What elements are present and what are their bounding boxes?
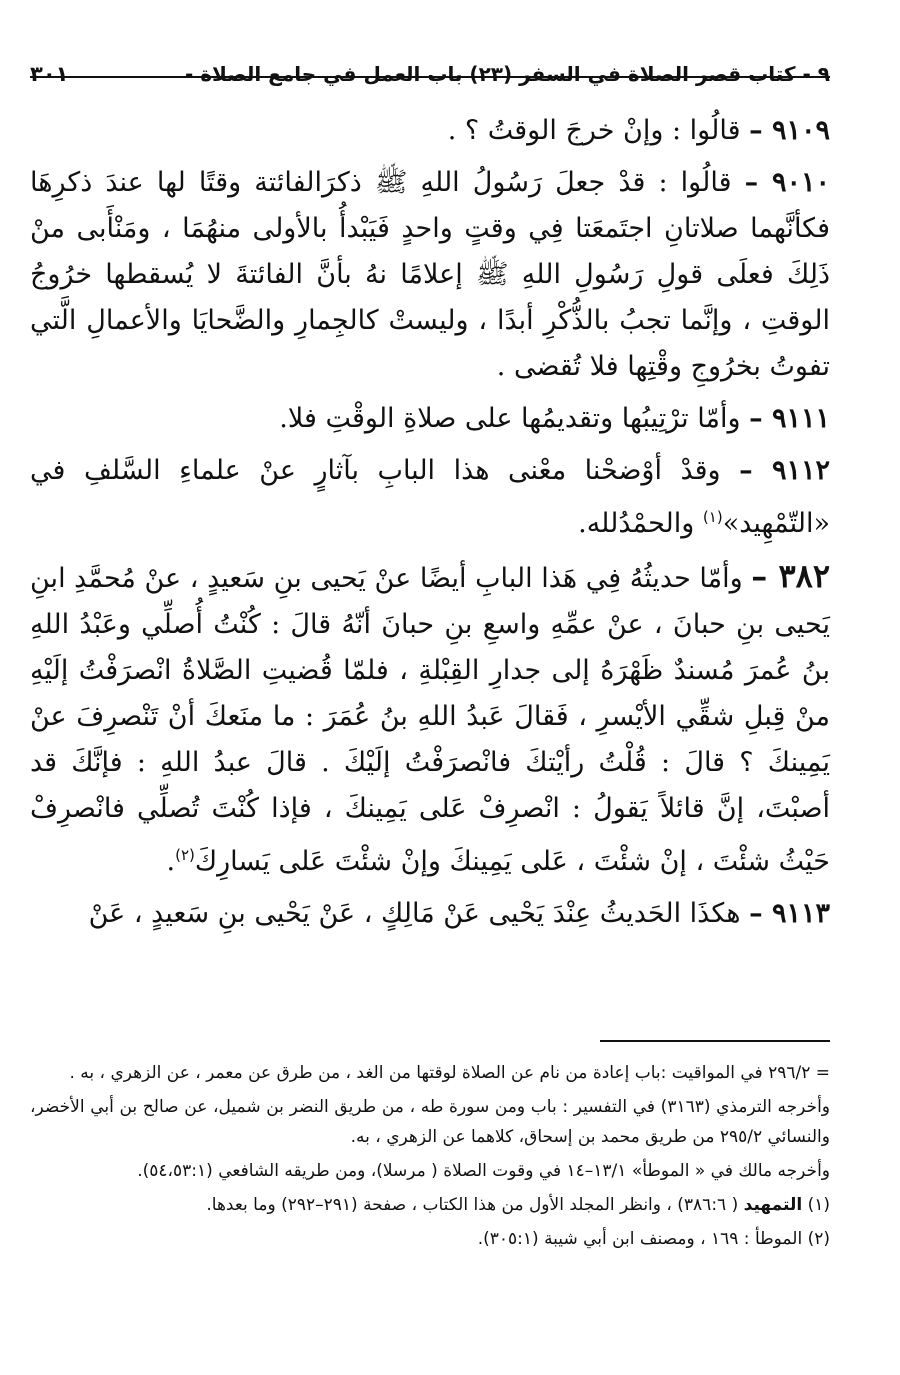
paragraph-text: وأمّا حديثُهُ فِي هَذا البابِ أيضًا عنْ يَحيى بنِ سَعيدٍ ، عنْ مُحمَّدِ ابنِ يَحيى بنِ حبانَ ، عنْ عمِّهِ واسعِ بنِ حبانَ أنّهُ قالَ : كُنْتُ أُصلِّي وعَبْدُ اللهِ بنُ عُمرَ مُسندٌ ظَهْرَهُ إلى جدارِ القِبْلةِ ، فلمّا قُضيتِ الصَّلاةُ انْصرَفْتُ إلَيْهِ منْ قِبلِ شقِّي الأيْسرِ ، فَقالَ عَبدُ اللهِ بنُ عُمَرَ : ما منَعكَ أنْ تَنْصرِفَ عنْ يَمِينكَ ؟ قالَ : قُلْتُ رأيْتكَ فانْصرَفْتُ إلَيْكَ . قالَ عبدُ اللهِ : فإنَّكَ قد أصبْتَ، إنَّ قائلاً يَقولُ : انْصرِفْ عَلى يَمِينكَ ، فإذا كُنْتَ تُصلِّي فانْصرِفْ حَيْثُ شئْتَ ، إنْ شئْتَ ، عَلى يَمِينكَ وإنْ شئْتَ عَلى يَسارِكَ xyxy=(30,563,830,877)
paragraph-text: وقدْ أوْضحْنا معْنى هذا البابِ بآثارٍ عنْ علماءِ السَّلفِ في «التّمْهِيد» xyxy=(30,455,830,539)
paragraph-9113 xyxy=(30,891,830,937)
footnote-continuation xyxy=(30,1058,830,1088)
page-number: ٣٠١ xyxy=(30,62,69,86)
footnote-label: (٢) xyxy=(807,1229,830,1249)
paragraph-9010 xyxy=(30,160,830,390)
paragraph-9109 xyxy=(30,108,830,154)
hadith-382 xyxy=(30,553,830,885)
footnote-ref: (٢) xyxy=(175,846,195,864)
footnote-continuation xyxy=(30,1092,830,1152)
footnote-2 xyxy=(30,1224,830,1254)
hadith-number: ٣٨٢ – xyxy=(751,557,831,595)
footnote-rule xyxy=(600,1040,830,1042)
paragraph-tail: والحمْدُلله. xyxy=(578,508,703,539)
paragraph-number: ٩١١٢ – xyxy=(739,455,830,486)
paragraph-text: قالُوا : وإنْ خرجَ الوقتُ ؟ . xyxy=(447,115,750,146)
footnote-source-title: التمهيد xyxy=(743,1195,803,1215)
paragraph-number: ٩١١١ – xyxy=(749,403,830,434)
paragraph-number: ٩١٠٩ – xyxy=(749,115,830,146)
footnote-text: الموطأ : ١٦٩ ، ومصنف ابن أبي شيبة (٣٠٥:١). xyxy=(477,1229,808,1249)
header-title: ٩ - كتاب قصر الصلاة في السفر (٢٣) باب العمل في جامع الصلاة - xyxy=(184,62,830,86)
footnotes xyxy=(30,1058,830,1258)
paragraph-9111 xyxy=(30,396,830,442)
book-page xyxy=(30,40,830,1340)
footnote-1 xyxy=(30,1190,830,1220)
main-text xyxy=(30,108,830,943)
footnote-label: (١) xyxy=(807,1195,830,1215)
paragraph-text: وأمّا ترْتِيبُها وتقديمُها على صلاةِ الوقْتِ فلا. xyxy=(279,403,750,434)
footnote-text: = ٢٩٦/٢ في المواقيت :باب إعادة من نام عن الصلاة لوقتها من الغد ، من طرق عن معمر ، عن الزهري ، به . xyxy=(69,1063,830,1083)
paragraph-text: قالُوا : قدْ جعلَ رَسُولُ اللهِ ﷺ ذكرَالفائتة وقتًا لها عندَ ذكرِهَا فكأنَّهما صلاتانِ اجتَمعَتا فِي وقتٍ واحدٍ فَيَبْدأُ بالأولى منهُمَا ، ومَنْأَبى منْ ذَلِكَ فعلَى قولِ رَسُولِ اللهِ ﷺ إعلامًا نهُ بأنَّ الفائتةَ لا يُسقطها خرُوجُ الوقتِ ، وإنَّما تجبُ بالذُّكْرِ أبدًا ، وليستْ كالجِمارِ والضَّحايَا والأعمالِ الَّتي تفوتُ بخرُوجِ وقْتِها فلا تُقضى . xyxy=(30,167,830,382)
paragraph-9112 xyxy=(30,448,830,547)
footnote-text: وأخرجه الترمذي (٣١٦٣) في التفسير : باب ومن سورة طه ، من طريق النضر بن شميل، عن صالح بن أبي الأخضر، والنسائي ٢٩٥/٢ من طريق محمد بن إسحاق، كلاهما عن الزهري ، به. xyxy=(30,1097,830,1147)
running-header xyxy=(30,62,830,96)
paragraph-number: ٩١١٣ – xyxy=(749,898,830,929)
paragraph-text: هكذَا الحَديثُ عِنْدَ يَحْيى عَنْ مَالِكٍ ، عَنْ يَحْيى بنِ سَعيدٍ ، عَنْ xyxy=(88,898,750,929)
footnote-text: وأخرجه مالك في « الموطأ» ١٣/١–١٤ في وقوت الصلاة ( مرسلا)، ومن طريقه الشافعي (٥٤،٥٣:١). xyxy=(137,1161,830,1181)
footnote-text: ( ٣٨٦:٦) ، وانظر المجلد الأول من هذا الكتاب ، صفحة (٢٩١–٢٩٢) وما بعدها. xyxy=(206,1195,744,1215)
header-rule xyxy=(30,76,830,78)
footnote-continuation xyxy=(30,1156,830,1186)
paragraph-tail: . xyxy=(166,846,176,877)
paragraph-number: ٩٠١٠ – xyxy=(744,167,830,198)
footnote-ref: (١) xyxy=(702,508,723,526)
